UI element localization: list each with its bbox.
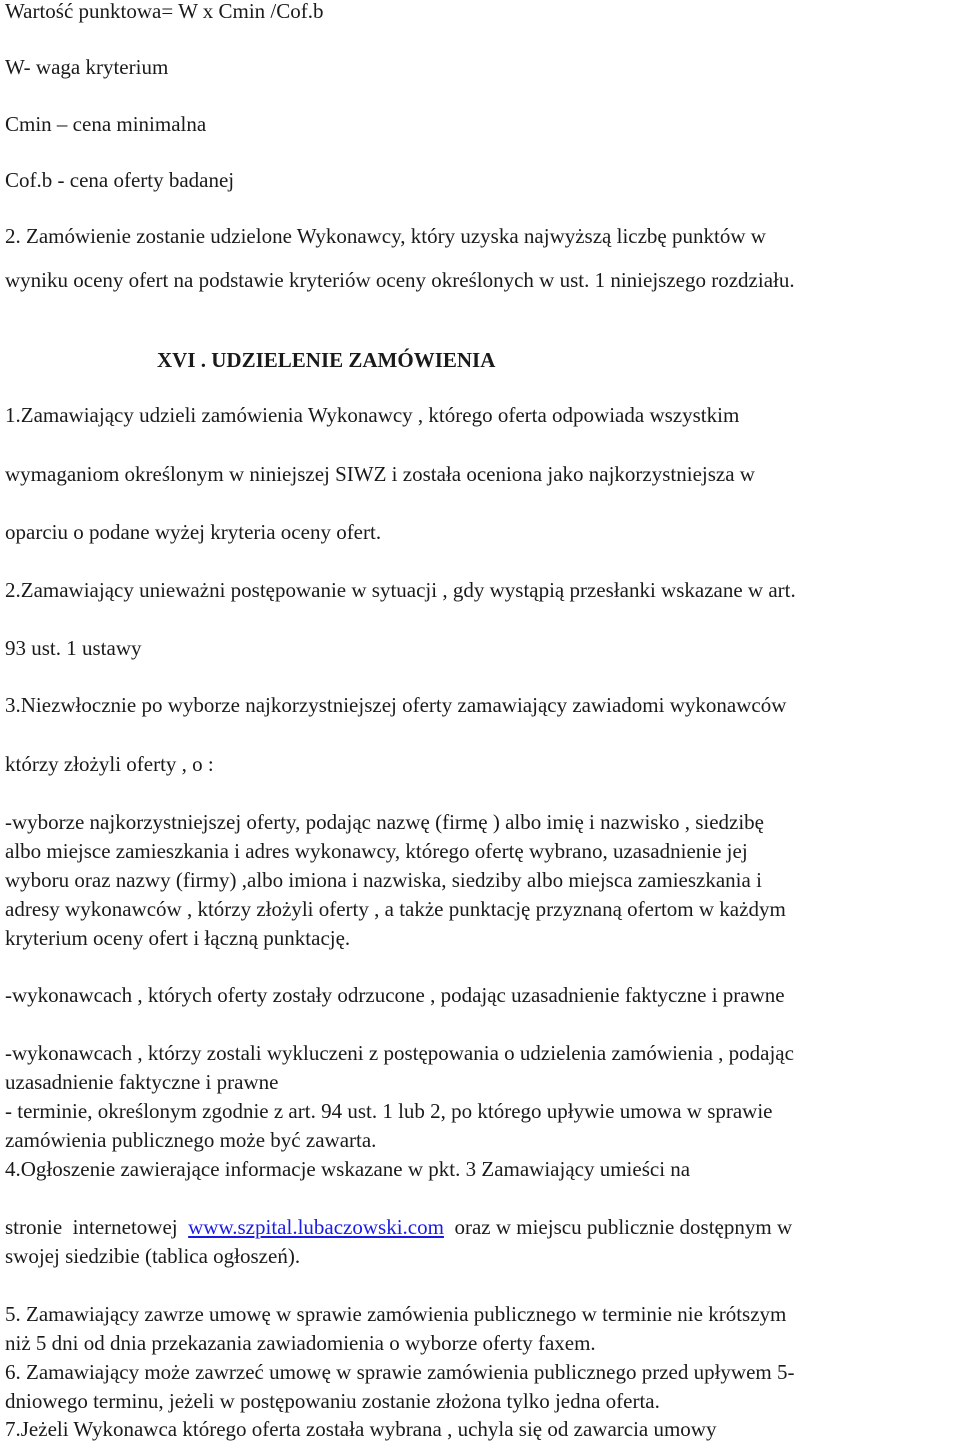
section-2-line-1: 2.Zamawiający unieważni postępowanie w sytuacji , gdy wystąpią przesłanki wskazane w art.: [5, 578, 796, 602]
section-1-line-1: 1.Zamawiający udzieli zamówienia Wykonawcy , którego oferta odpowiada wszystkim: [5, 403, 740, 427]
section-4-line-2: [5, 1213, 792, 1242]
formula-line: Wartość punktowa= W x Cmin /Cof.b: [5, 0, 324, 23]
section-1-line-3: oparciu o podane wyżej kryteria oceny ofert.: [5, 520, 382, 544]
section-4-text-before-link: stronie internetowej: [5, 1215, 189, 1239]
bullet-wykluczeni-line-1: -wykonawcach , którzy zostali wykluczeni z postępowania o udzielenia zamówienia , podając: [5, 1041, 794, 1065]
section-4-text-after-link: oraz w miejscu publicznie dostępnym w: [443, 1215, 793, 1239]
section-title: XVI . UDZIELENIE ZAMÓWIENIA: [157, 348, 496, 372]
formula-cofb-definition: Cof.b - cena oferty badanej: [5, 168, 235, 192]
section-2-line-2: 93 ust. 1 ustawy: [5, 636, 142, 660]
bullet-wybor-line-2: albo miejsce zamieszkania i adres wykonawcy, którego ofertę wybrano, uzasadnienie jej: [5, 839, 748, 863]
bullet-wybor-line-3: wyboru oraz nazwy (firmy) ,albo imiona i nazwiska, siedziby albo miejsca zamieszkania i: [5, 868, 762, 892]
formula-cmin-definition: Cmin – cena minimalna: [5, 112, 207, 136]
section-4-line-3: swojej siedzibie (tablica ogłoszeń).: [5, 1244, 301, 1268]
section-1-line-2: wymaganiom określonym w niniejszej SIWZ i została oceniona jako najkorzystniejsza w: [5, 462, 755, 486]
section-4-line-1: 4.Ogłoszenie zawierające informacje wskazane w pkt. 3 Zamawiający umieści na: [5, 1157, 691, 1181]
point-2-line-1: 2. Zamówienie zostanie udzielone Wykonawcy, który uzyska najwyższą liczbę punktów w: [5, 224, 766, 248]
section-6-line-1: 6. Zamawiający może zawrzeć umowę w sprawie zamówienia publicznego przed upływem 5-: [5, 1360, 795, 1384]
point-2-line-2: wyniku oceny ofert na podstawie kryteriów oceny określonych w ust. 1 niniejszego rozdziału.: [5, 268, 795, 292]
bullet-termin-line-2: zamówienia publicznego może być zawarta.: [5, 1128, 377, 1152]
bullet-wybor-line-4: adresy wykonawców , którzy złożyli oferty , a także punktację przyznaną ofertom w każdym: [5, 897, 786, 921]
section-5-line-1: 5. Zamawiający zawrze umowę w sprawie zamówienia publicznego w terminie nie krótszym: [5, 1302, 787, 1326]
hospital-website-link[interactable]: www.szpital.lubaczowski.com: [188, 1215, 444, 1239]
bullet-termin-line-1: - terminie, określonym zgodnie z art. 94 ust. 1 lub 2, po którego upływie umowa w sprawie: [5, 1099, 773, 1123]
bullet-wybor-line-5: kryterium oceny ofert i łączną punktację.: [5, 926, 351, 950]
section-5-line-2: niż 5 dni od dnia przekazania zawiadomienia o wyborze oferty faxem.: [5, 1331, 596, 1355]
section-7-line-1: 7.Jeżeli Wykonawca którego oferta została wybrana , uchyla się od zawarcia umowy: [5, 1417, 717, 1441]
section-3-line-1: 3.Niezwłocznie po wyborze najkorzystniejszej oferty zamawiający zawiadomi wykonawców: [5, 693, 787, 717]
section-6-line-2: dniowego terminu, jeżeli w postępowaniu zostanie złożona tylko jedna oferta.: [5, 1389, 660, 1413]
bullet-odrzucone-line-1: -wykonawcach , których oferty zostały odrzucone , podając uzasadnienie faktyczne i prawne: [5, 983, 785, 1007]
formula-w-definition: W- waga kryterium: [5, 55, 169, 79]
section-3-line-2: którzy złożyli oferty , o :: [5, 752, 214, 776]
bullet-wykluczeni-line-2: uzasadnienie faktyczne i prawne: [5, 1070, 279, 1094]
bullet-wybor-line-1: -wyborze najkorzystniejszej oferty, podając nazwę (firmę ) albo imię i nazwisko , siedzibę: [5, 810, 765, 834]
